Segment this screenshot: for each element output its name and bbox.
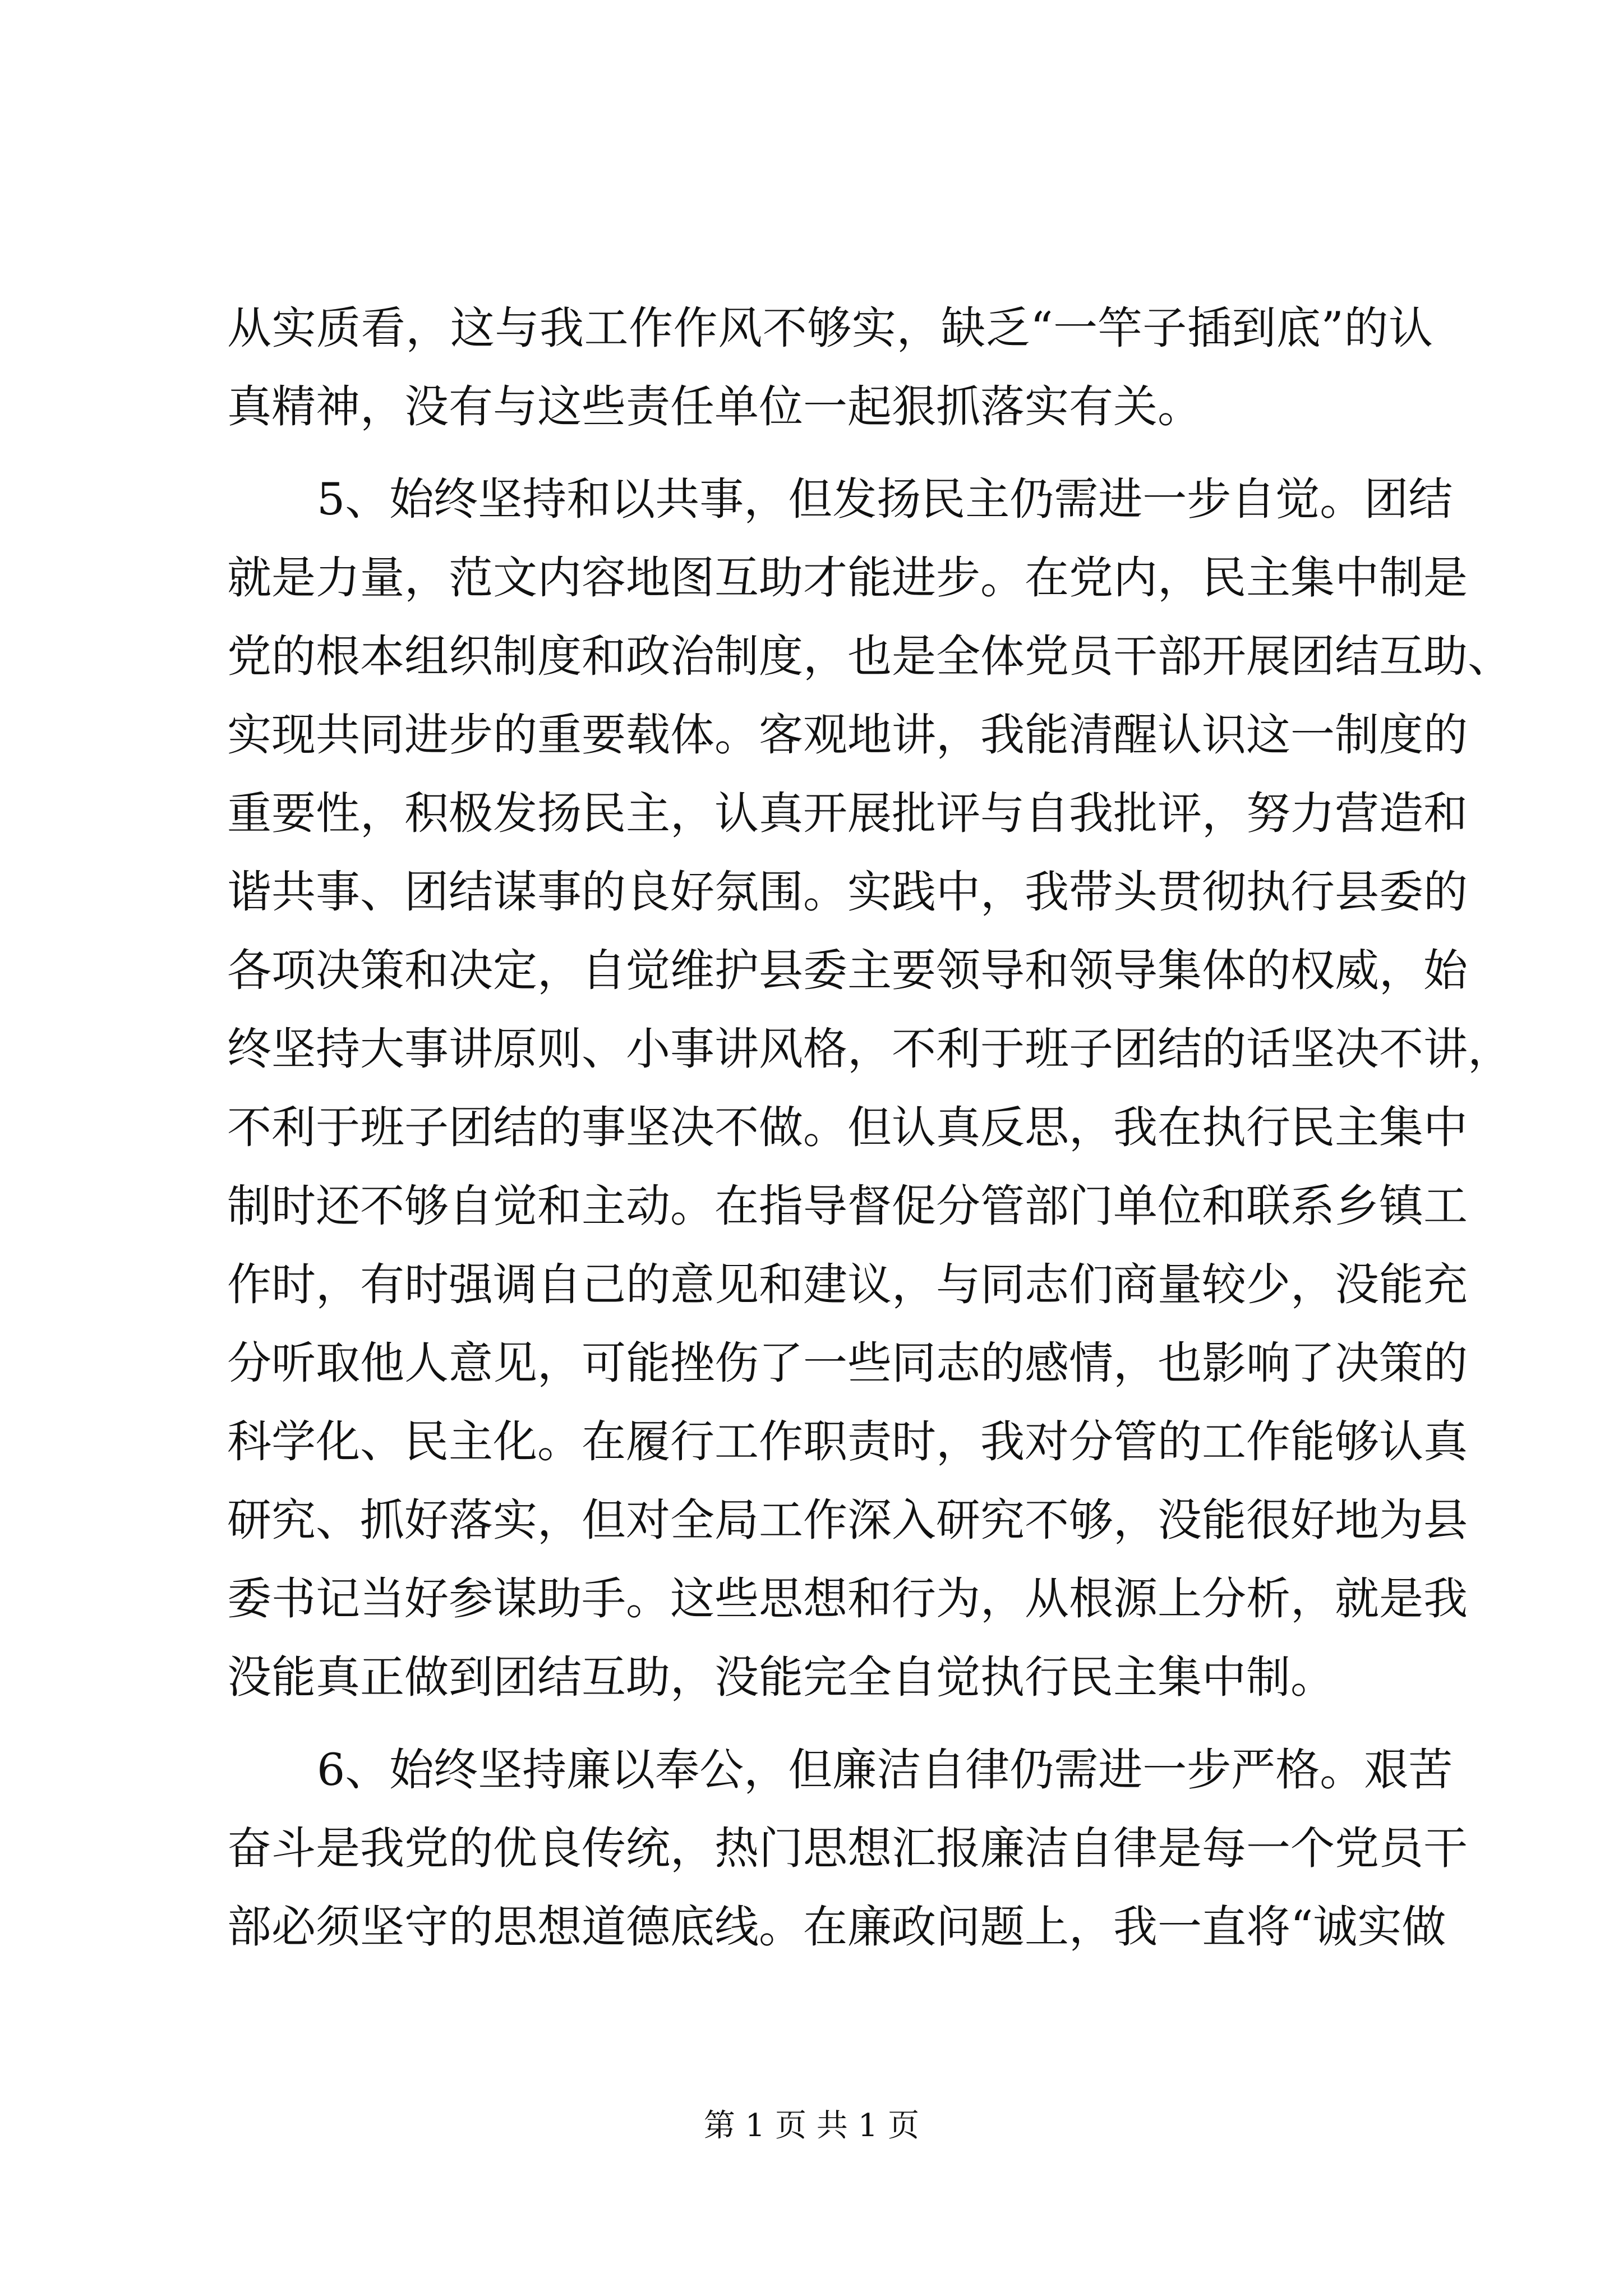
text-line-3: 5、始终坚持和以共事，但发扬民主仍需进一步自觉。团结 bbox=[317, 473, 1453, 525]
text-line-13: 作时，有时强调自己的意见和建议，与同志们商量较少，没能充 bbox=[227, 1259, 1468, 1310]
text-line-7: 重要性，积极发扬民主，认真开展批评与自我批评，努力营造和 bbox=[227, 788, 1468, 839]
text-line-17: 委书记当好参谋助手。这些思想和行为，从根源上分析，就是我 bbox=[227, 1573, 1468, 1625]
text-line-6: 实现共同进步的重要载体。客观地讲，我能清醒认识这一制度的 bbox=[227, 709, 1468, 761]
text-line-12: 制时还不够自觉和主动。在指导督促分管部门单位和联系乡镇工 bbox=[227, 1180, 1468, 1232]
text-line-11: 不利于班子团结的事坚决不做。但认真反思，我在执行民主集中 bbox=[227, 1102, 1468, 1153]
text-line-15: 科学化、民主化。在履行工作职责时，我对分管的工作能够认真 bbox=[227, 1416, 1468, 1467]
text-line-19: 6、始终坚持廉以奉公，但廉洁自律仍需进一步严格。艰苦 bbox=[317, 1744, 1453, 1796]
text-line-4: 就是力量，范文内容地图互助才能进步。在党内，民主集中制是 bbox=[227, 552, 1468, 604]
text-line-8: 谐共事、团结谋事的良好氛围。实践中，我带头贯彻执行县委的 bbox=[227, 866, 1468, 918]
text-line-16: 研究、抓好落实，但对全局工作深入研究不够，没能很好地为县 bbox=[227, 1494, 1468, 1546]
page-footer bbox=[0, 2106, 1623, 2146]
text-line-9: 各项决策和决定，自觉维护县委主要领导和领导集体的权威，始 bbox=[227, 945, 1468, 996]
text-line-5: 党的根本组织制度和政治制度，也是全体党员干部开展团结互助、 bbox=[227, 631, 1512, 682]
page-number-label: 第 1 页 共 1 页 bbox=[703, 2108, 920, 2144]
text-line-20: 奋斗是我党的优良传统，热门思想汇报廉洁自律是每一个党员干 bbox=[227, 1823, 1468, 1874]
text-line-2: 真精神，没有与这些责任单位一起狠抓落实有关。 bbox=[227, 381, 1202, 432]
text-line-1: 从实质看，这与我工作作风不够实，缺乏“一竿子插到底”的认 bbox=[227, 302, 1433, 354]
text-line-18: 没能真正做到团结互助，没能完全自觉执行民主集中制。 bbox=[227, 1651, 1335, 1703]
text-line-10: 终坚持大事讲原则、小事讲风格，不利于班子团结的话坚决不讲， bbox=[227, 1023, 1512, 1075]
text-line-14: 分听取他人意见，可能挫伤了一些同志的感情，也影响了决策的 bbox=[227, 1337, 1468, 1389]
text-line-21: 部必须坚守的思想道德底线。在廉政问题上，我一直将“诚实做 bbox=[227, 1901, 1446, 1953]
